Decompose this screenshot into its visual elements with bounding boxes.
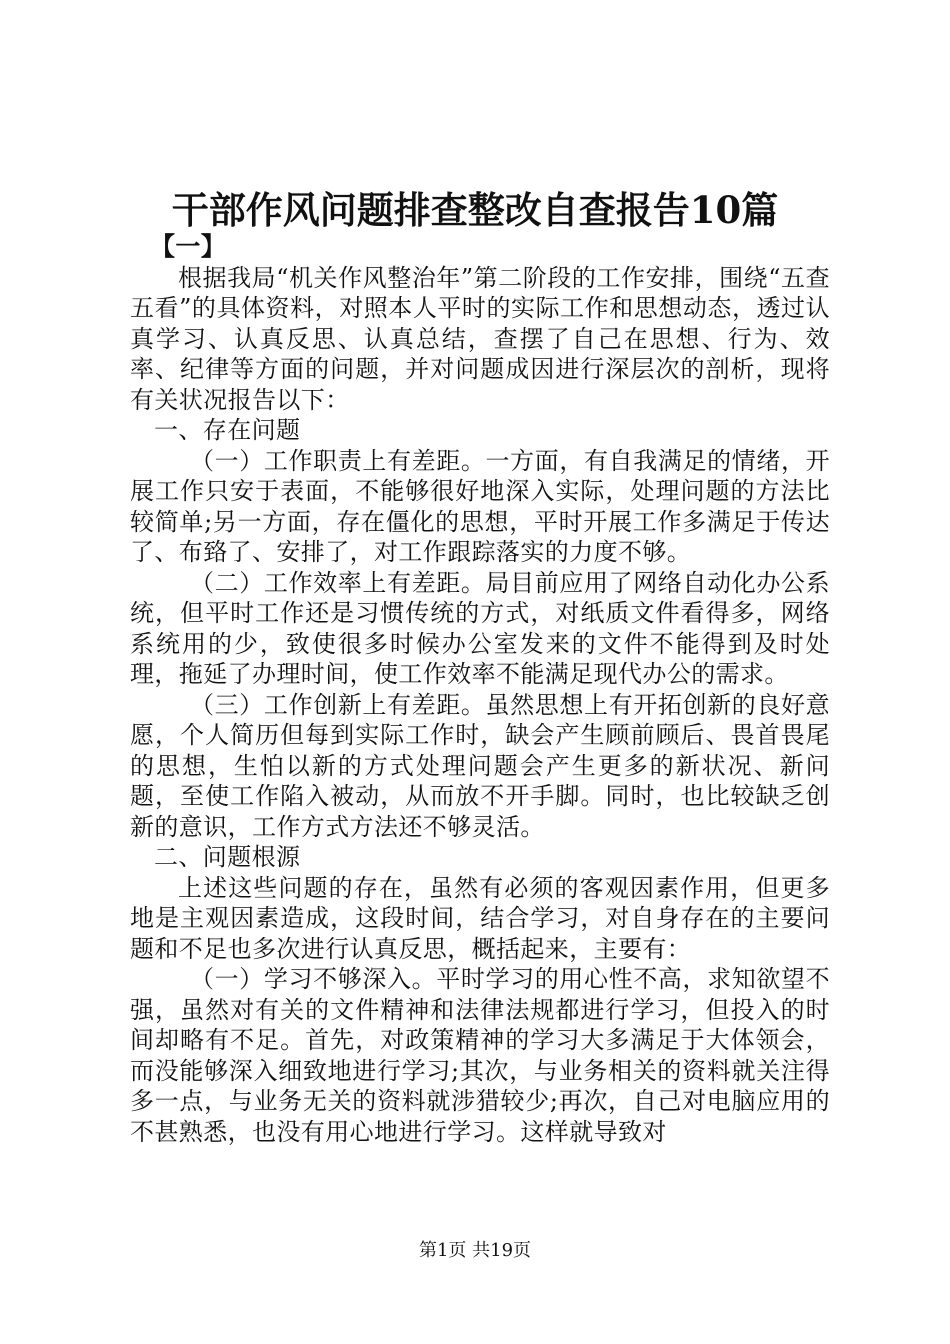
section-label: 【一】 [150, 232, 227, 261]
paragraph-responsibility-gap: （一）工作职责上有差距。一方面，有自我满足的情绪，开展工作只安于表面，不能够很好地深入实际，处理问题的方法比较简单;另一方面，存在僵化的思想，平时开展工作多满足于传达了、布臵了、安排了，对工作跟踪落实的力度不够。 [130, 446, 830, 566]
heading-problem-roots: 二、问题根源 [154, 843, 301, 871]
document-title: 干部作风问题排查整改自查报告10篇 [171, 188, 779, 232]
page-footer: 第1页 共19页 [418, 1240, 532, 1261]
paragraph-innovation-gap: （三）工作创新上有差距。虽然思想上有开拓创新的良好意愿，个人简历但每到实际工作时，缺会产生顾前顾后、畏首畏尾的思想，生怕以新的方式处理问题会产生更多的新状况、新问题，至使工作陷入被动，从而放不开手脚。同时，也比较缺乏创新的意识，工作方式方法还不够灵活。 [130, 690, 830, 841]
paragraph-intro: 根据我局“机关作风整治年”第二阶段的工作安排，围绕“五查五看”的具体资料，对照本人平时的实际工作和思想动态，透过认真学习、认真反思、认真总结，查摆了自己在思想、行为、效率、纪律等方面的问题，并对问题成因进行深层次的剖析，现将有关状况报告以下： [130, 263, 830, 414]
paragraph-efficiency-gap: （二）工作效率上有差距。局目前应用了网络自动化办公系统，但平时工作还是习惯传统的方式，对纸质文件看得多，网络系统用的少，致使很多时候办公室发来的文件不能得到及时处理，拖延了办理时间，使工作效率不能满足现代办公的需求。 [130, 568, 830, 688]
heading-existing-problems: 一、存在问题 [154, 416, 301, 444]
document-body [130, 232, 830, 1147]
paragraph-study-insufficient: （一）学习不够深入。平时学习的用心性不高，求知欲望不强，虽然对有关的文件精神和法律法规都进行学习，但投入的时间却略有不足。首先，对政策精神的学习大多满足于大体领会，而没能够深入细致地进行学习;其次，与业务相关的资料就关注得多一点，与业务无关的资料就涉猎较少;再次，自己对电脑应用的不甚熟悉，也没有用心地进行学习。这样就导致对 [130, 965, 830, 1146]
paragraph-roots-intro: 上述这些问题的存在，虽然有必须的客观因素作用，但更多地是主观因素造成，这段时间，结合学习，对自身存在的主要问题和不足也多次进行认真反思，概括起来，主要有： [130, 873, 830, 963]
